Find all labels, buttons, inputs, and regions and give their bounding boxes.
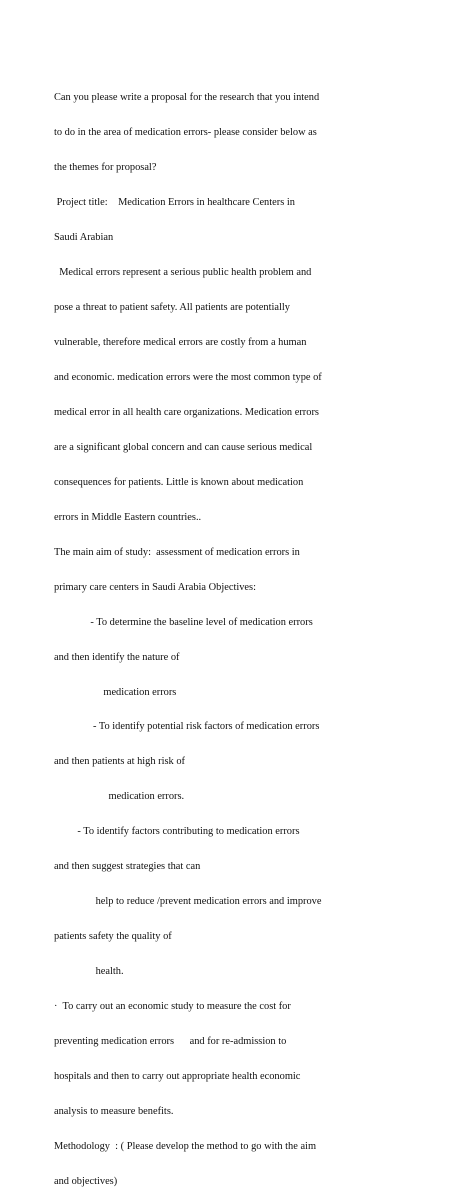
text-line: are a significant global concern and can cause serious medical <box>54 441 313 453</box>
objective-line: - To identify factors contributing to medication errors <box>54 826 300 838</box>
project-title-line: Project title: Medication Errors in healthcare Centers in <box>54 197 295 209</box>
aim-line: The main aim of study: assessment of medication errors in <box>54 546 300 558</box>
text-line: to do in the area of medication errors- please consider below as <box>54 127 317 139</box>
methodology-line: Methodology : ( Please develop the method to go with the aim <box>54 1140 317 1152</box>
text-line: patients safety the quality of <box>54 931 172 943</box>
text-line: medication errors <box>54 686 177 698</box>
text-line: and then patients at high risk of <box>54 756 186 768</box>
text-line: Medical errors represent a serious public health problem and <box>54 267 312 279</box>
text-line: medication errors. <box>54 791 185 803</box>
text-line: and economic. medication errors were the most common type of <box>54 371 322 383</box>
text-line: medical error in all health care organizations. Medication errors <box>54 406 319 418</box>
text-line: primary care centers in Saudi Arabia Objectives: <box>54 581 256 593</box>
text-line: errors in Middle Eastern countries.. <box>54 511 202 523</box>
text-line: health. <box>54 966 124 978</box>
text-line: Can you please write a proposal for the research that you intend <box>54 92 320 104</box>
text-line: hospitals and then to carry out appropriate health economic <box>54 1071 301 1082</box>
objective-line: - To identify potential risk factors of medication errors <box>54 721 320 733</box>
text-line: preventing medication errors and for re-admission to <box>54 1036 287 1048</box>
objective-line: - To determine the baseline level of medication errors <box>54 616 313 628</box>
text-line: and objectives) <box>54 1175 118 1187</box>
text-line: pose a threat to patient safety. All patients are potentially <box>54 302 290 314</box>
document-body <box>54 69 446 1199</box>
text-line: analysis to measure benefits. <box>54 1105 174 1117</box>
text-line: help to reduce /prevent medication errors and improve <box>54 896 322 908</box>
text-line: vulnerable, therefore medical errors are costly from a human <box>54 336 307 348</box>
text-line: and then suggest strategies that can <box>54 861 201 873</box>
text-line: Saudi Arabian <box>54 232 114 244</box>
text-line: and then identify the nature of <box>54 651 180 663</box>
text-line: consequences for patients. Little is known about medication <box>54 476 304 488</box>
bullet-line: · To carry out an economic study to measure the cost for <box>54 1001 291 1013</box>
text-line: the themes for proposal? <box>54 162 157 174</box>
